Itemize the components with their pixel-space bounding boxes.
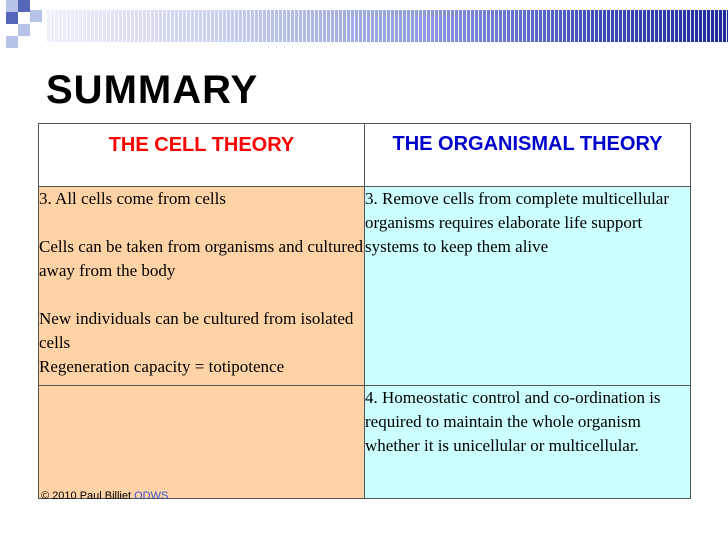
- organismal-theory-header: THE ORGANISMAL THEORY: [365, 124, 691, 187]
- cell-theory-point: Regeneration capacity = totipotence: [39, 357, 285, 376]
- organismal-theory-point: 4. Homeostatic control and co-ordination is required to maintain the whole organism whether it is unicellular or multicellular.: [365, 388, 661, 455]
- organismal-theory-cell: [365, 187, 691, 386]
- decor-square: [30, 10, 42, 22]
- cell-theory-point: New individuals can be cultured from isolated cells: [39, 309, 354, 352]
- decor-square: [18, 0, 30, 12]
- odws-link[interactable]: ODWS: [134, 490, 169, 502]
- table-row: [39, 386, 691, 499]
- summary-table: [38, 123, 691, 502]
- organismal-theory-cell: [365, 386, 691, 499]
- decor-square: [6, 12, 18, 24]
- cell-theory-header: THE CELL THEORY: [39, 124, 365, 187]
- copyright-credit: [41, 491, 168, 502]
- cell-theory-cell: [39, 187, 365, 386]
- cell-theory-point: 3. All cells come from cells: [39, 189, 226, 208]
- decor-square: [6, 0, 18, 12]
- decor-square: [6, 36, 18, 48]
- credit-text: © 2010 Paul Billiet: [41, 490, 132, 502]
- organismal-theory-point: 3. Remove cells from complete multicellular organisms requires elaborate life support systems to keep them alive: [365, 189, 670, 256]
- table-row: [39, 187, 691, 386]
- table-header-row: [39, 124, 691, 187]
- header-decoration-band: [46, 10, 728, 42]
- cell-theory-point: Cells can be taken from organisms and cultured away from the body: [39, 237, 364, 280]
- slide-title: SUMMARY: [46, 68, 259, 112]
- decor-square: [18, 24, 30, 36]
- cell-theory-empty-cell: [39, 386, 365, 502]
